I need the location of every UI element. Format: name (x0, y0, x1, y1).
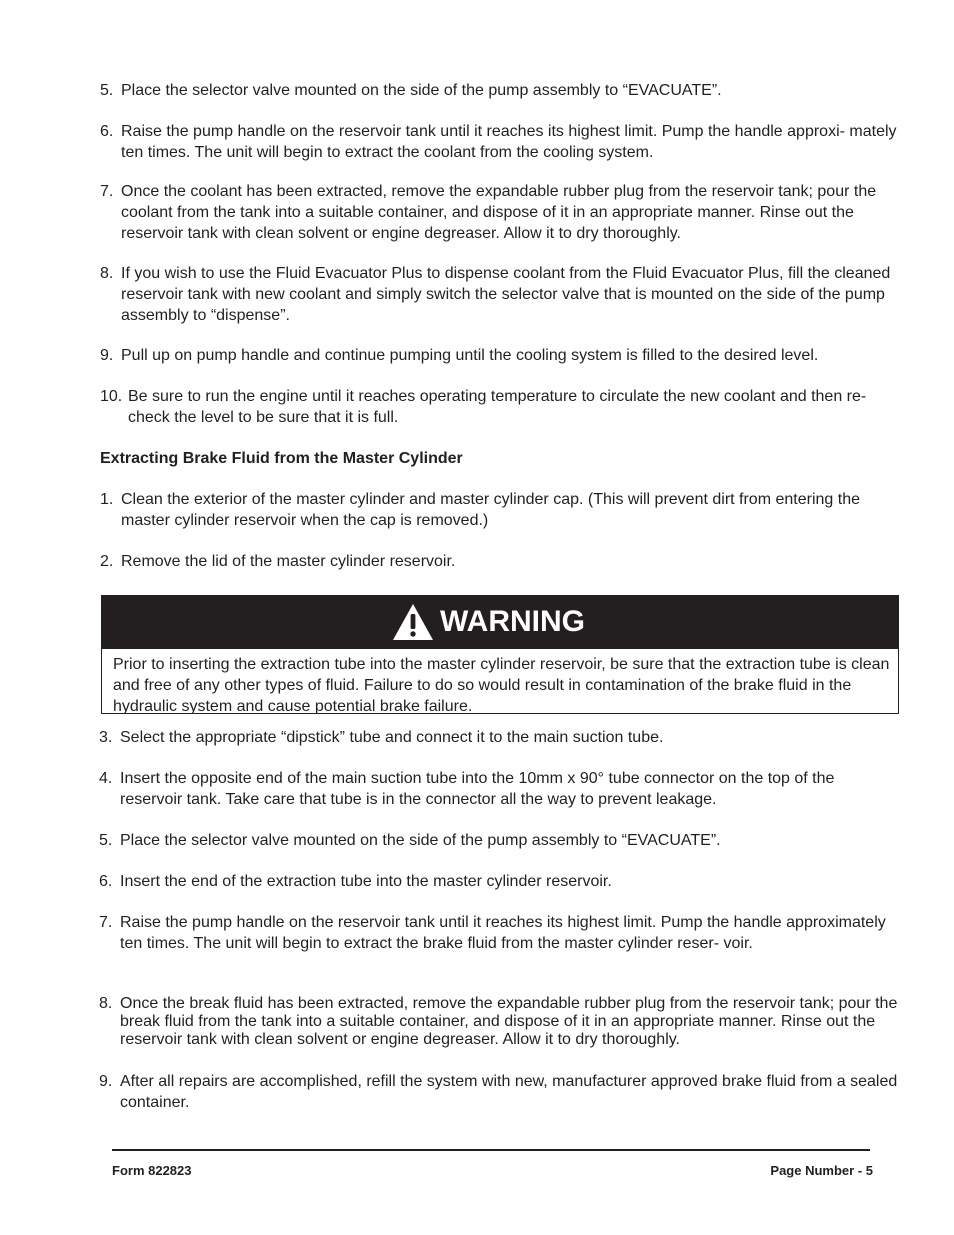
step-number: 4. (99, 770, 113, 787)
step-number: 9. (99, 1073, 113, 1090)
step-number: 7. (99, 914, 113, 931)
form-number: Form 822823 (112, 1163, 192, 1178)
list-item (99, 1071, 900, 1113)
step-text: Clean the exterior of the master cylinder and master cylinder cap. (This will prevent dirt from entering the master cylinder reservoir when the cap is removed.) (121, 491, 860, 529)
step-number: 1. (100, 491, 114, 508)
list-item (100, 263, 900, 326)
list-item (99, 830, 900, 851)
list-item (99, 768, 900, 810)
step-number: 3. (99, 729, 113, 746)
step-number: 5. (100, 82, 114, 99)
step-number: 7. (100, 183, 114, 200)
list-item (99, 912, 900, 954)
step-text: Remove the lid of the master cylinder reservoir. (121, 553, 456, 570)
step-text: After all repairs are accomplished, refill the system with new, manufacturer approved brake fluid from a sealed container. (120, 1073, 898, 1111)
list-item (100, 80, 900, 101)
step-text: Once the coolant has been extracted, remove the expandable rubber plug from the reservoir tank; pour the coolant from the tank into a suitable container, and dispose of it in an appropriate manner. Rinse out the reservoir tank with clean solvent or engine degreaser. Allow it to dry thoroughly. (121, 183, 877, 242)
list-item (99, 871, 900, 892)
step-number: 10. (100, 388, 123, 405)
section-heading: Extracting Brake Fluid from the Master Cylinder (100, 450, 463, 467)
warning-triangle-icon (392, 603, 434, 641)
list-item (100, 121, 900, 163)
step-text: Select the appropriate “dipstick” tube and connect it to the main suction tube. (120, 729, 664, 746)
page-number: Page Number - 5 (770, 1163, 873, 1178)
step-number: 6. (100, 123, 114, 140)
list-item (100, 489, 900, 531)
step-text: If you wish to use the Fluid Evacuator Plus to dispense coolant from the Fluid Evacuator Plus, fill the cleaned reservoir tank with new coolant and simply switch the selector valve that is mounted on the side of the pump assembly to “dispense”. (121, 265, 891, 324)
step-text: Be sure to run the engine until it reaches operating temperature to circulate the new coolant and then re-check the level to be sure that it is full. (128, 388, 867, 426)
step-text: Once the break fluid has been extracted, remove the expandable rubber plug from the reservoir tank; pour the break fluid from the tank into a suitable container, and dispose of it in an appropriate manner. Rinse out the reservoir tank with clean solvent or engine degreaser. Allow it to dry thoroughly. (120, 995, 898, 1048)
list-item (99, 995, 900, 1049)
step-number: 8. (100, 265, 114, 282)
step-text: Place the selector valve mounted on the side of the pump assembly to “EVACUATE”. (120, 832, 721, 849)
list-item (100, 386, 900, 428)
step-text: Raise the pump handle on the reservoir tank until it reaches its highest limit. Pump the handle approxi- mately ten times. The unit will begin to extract the coolant from the cooling system. (121, 123, 897, 161)
step-number: 5. (99, 832, 113, 849)
step-text: Place the selector valve mounted on the side of the pump assembly to “EVACUATE”. (121, 82, 722, 99)
step-number: 8. (99, 995, 113, 1012)
step-number: 2. (100, 553, 114, 570)
warning-title (392, 600, 585, 644)
warning-label: WARNING (440, 605, 585, 638)
list-item (100, 551, 900, 572)
step-text: Insert the opposite end of the main suction tube into the 10mm x 90° tube connector on the top of the reservoir tank. Take care that tube is in the connector all the way to prevent leakage. (120, 770, 835, 808)
step-text: Raise the pump handle on the reservoir tank until it reaches its highest limit. Pump the handle approximately ten times. The unit will begin to extract the brake fluid from the master cylinder reser- voir. (120, 914, 886, 952)
step-text: Insert the end of the extraction tube into the master cylinder reservoir. (120, 873, 612, 890)
step-number: 6. (99, 873, 113, 890)
list-item (100, 181, 900, 244)
step-text: Pull up on pump handle and continue pumping until the cooling system is filled to the desired level. (121, 347, 819, 364)
warning-box (101, 649, 899, 714)
warning-text: Prior to inserting the extraction tube into the master cylinder reservoir, be sure that the extraction tube is clean and free of any other types of fluid. Failure to do so would result in contamination of the brake fluid in the hydraulic system and cause potential brake failure. (113, 656, 890, 714)
list-item (100, 345, 900, 366)
footer-rule (112, 1149, 870, 1151)
list-item (99, 727, 900, 748)
step-number: 9. (100, 347, 114, 364)
